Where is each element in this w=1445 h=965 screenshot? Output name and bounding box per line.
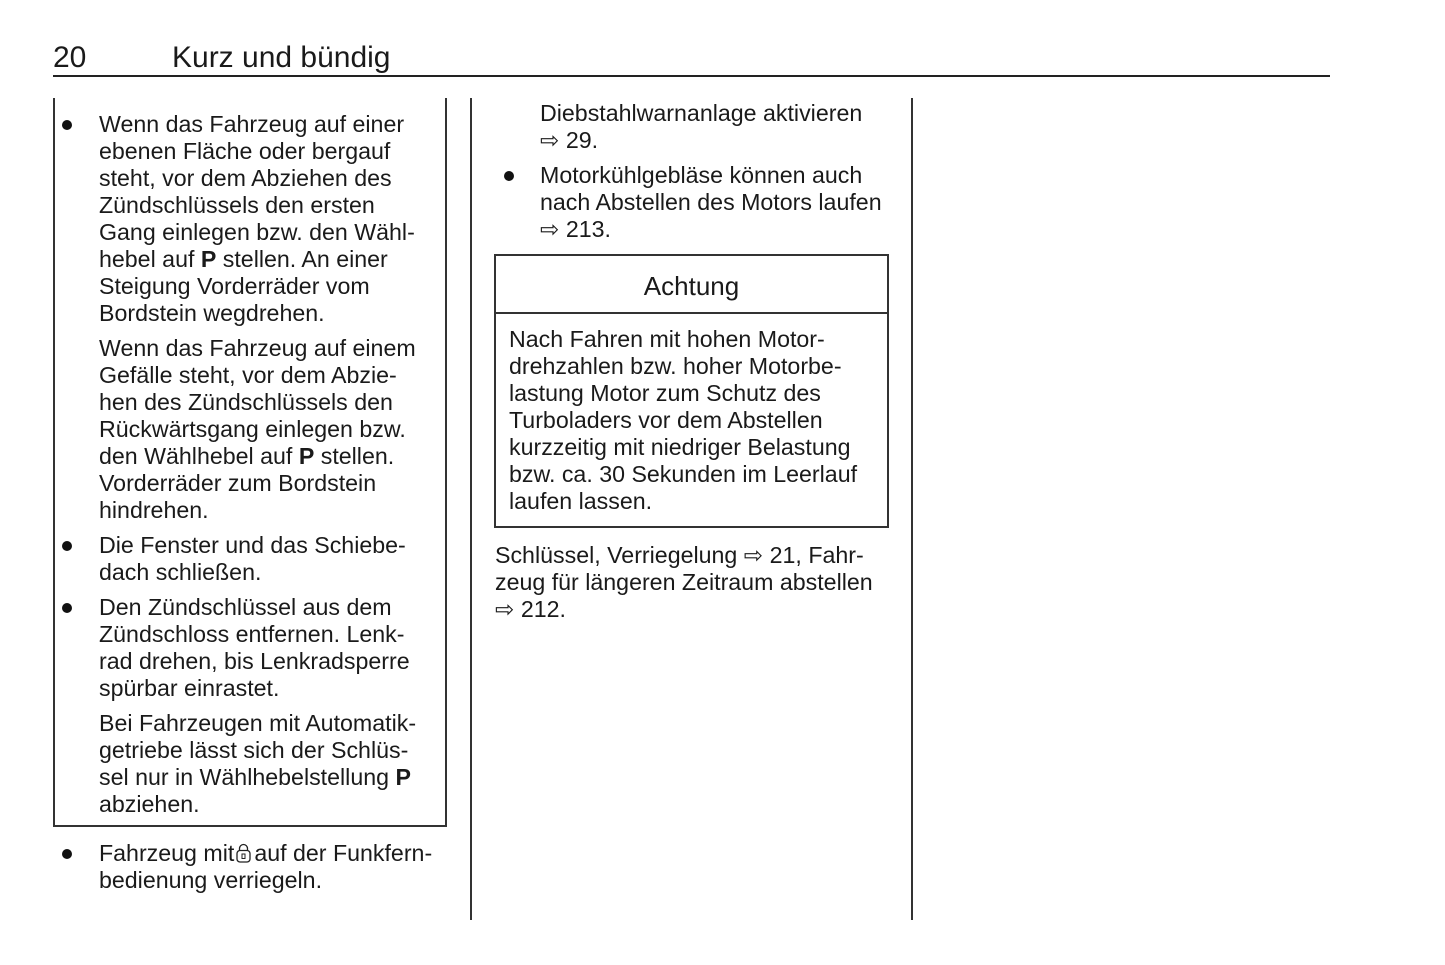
text-line: ⇨ 212. <box>495 596 567 622</box>
text-line: nach Abstellen des Motors laufen <box>540 189 882 215</box>
text-line: Die Fenster und das Schiebe- <box>99 532 406 558</box>
bullet <box>62 541 72 551</box>
text-line: hindrehen. <box>99 497 209 523</box>
bold-text: P <box>200 246 217 272</box>
text-line: lastung Motor zum Schutz des <box>509 380 821 406</box>
bullet <box>62 120 72 130</box>
list-item-paragraph <box>99 335 416 524</box>
column-divider <box>911 98 913 920</box>
text-line: abziehen. <box>99 791 200 817</box>
item-text: Fahrzeug mit <box>99 840 235 866</box>
text-line: Wenn das Fahrzeug auf einer <box>99 111 405 137</box>
text-line: Steigung Vorderräder vom <box>99 273 370 299</box>
text-line: Turboladers vor dem Abstellen <box>509 407 823 433</box>
text-line: Rückwärtsgang einlegen bzw. <box>99 416 406 442</box>
bullet <box>62 603 72 613</box>
text-line: ebenen Fläche oder bergauf <box>99 138 391 164</box>
text-line: Bei Fahrzeugen mit Automatik- <box>99 710 417 736</box>
box-border-bottom <box>53 825 447 827</box>
page-number: 20 <box>53 41 87 74</box>
text-line: Bordstein wegdrehen. <box>99 300 325 326</box>
cross-references <box>495 542 873 623</box>
bold-text: P <box>395 764 411 790</box>
text-line: Den Zündschlüssel aus dem <box>99 594 392 620</box>
text-line: dach schließen. <box>99 559 262 585</box>
bullet <box>504 171 514 181</box>
text-segment: hebel auf <box>99 246 201 272</box>
item-text: auf der Funkfern- <box>254 840 433 866</box>
text-line: kurzzeitig mit niedriger Belastung <box>509 434 851 460</box>
text-line: ⇨ 29. <box>540 127 599 153</box>
list-item-paragraph <box>99 710 416 818</box>
text-line: Diebstahlwarnanlage aktivieren <box>540 100 863 126</box>
lock-icon <box>236 843 251 863</box>
column-divider <box>470 98 472 920</box>
text-line: hen des Zündschlüssels den <box>99 389 393 415</box>
text-line: Wenn das Fahrzeug auf einem <box>99 335 416 361</box>
text-line: ⇨ 213. <box>540 216 612 242</box>
continued-item <box>540 100 862 154</box>
text-line: Motorkühlgebläse können auch <box>540 162 863 188</box>
notice-text <box>509 326 857 515</box>
text-segment: den Wählhebel auf <box>99 443 299 469</box>
chapter-title: Kurz und bündig <box>172 41 391 74</box>
text-line: Schlüssel, Verriegelung ⇨ 21, Fahr- <box>495 542 864 568</box>
list-item <box>99 532 406 586</box>
text-line: Zündschloss entfernen. Lenk- <box>99 621 405 647</box>
text-line <box>99 764 416 791</box>
bold-text: P <box>298 443 315 469</box>
text-line: getriebe lässt sich der Schlüs- <box>99 737 409 763</box>
text-line: Nach Fahren mit hohen Motor- <box>509 326 825 352</box>
text-segment: sel nur in Wählhebelstellung <box>99 764 396 790</box>
list-item <box>99 840 432 894</box>
text-line: Vorderräder zum Bordstein <box>99 470 377 496</box>
header-rule <box>53 75 1330 77</box>
text-line: steht, vor dem Abziehen des <box>99 165 392 191</box>
text-line <box>99 246 415 273</box>
text-line: Gefälle steht, vor dem Abzie- <box>99 362 397 388</box>
text-line: bzw. ca. 30 Sekunden im Leerlauf <box>509 461 858 487</box>
bullet <box>62 849 72 859</box>
text-line <box>99 443 416 470</box>
box-border-left <box>53 98 55 827</box>
list-item <box>99 594 410 702</box>
text-line: Gang einlegen bzw. den Wähl- <box>99 219 415 245</box>
list-item <box>540 162 882 243</box>
text-line: laufen lassen. <box>509 488 653 514</box>
text-line: spürbar einrastet. <box>99 675 280 701</box>
text-line: zeug für längeren Zeitraum abstellen <box>495 569 873 595</box>
text-segment: stellen. An einer <box>216 246 388 272</box>
text-segment: stellen. <box>314 443 395 469</box>
text-line: rad drehen, bis Lenkradsperre <box>99 648 410 674</box>
notice-title: Achtung <box>643 271 740 301</box>
item-text: bedienung verriegeln. <box>99 867 323 893</box>
list-item <box>99 111 415 327</box>
text-line: drehzahlen bzw. hoher Motorbe- <box>509 353 842 379</box>
notice-divider <box>494 312 889 314</box>
text-line: Zündschlüssels den ersten <box>99 192 375 218</box>
box-border-right <box>445 98 447 827</box>
